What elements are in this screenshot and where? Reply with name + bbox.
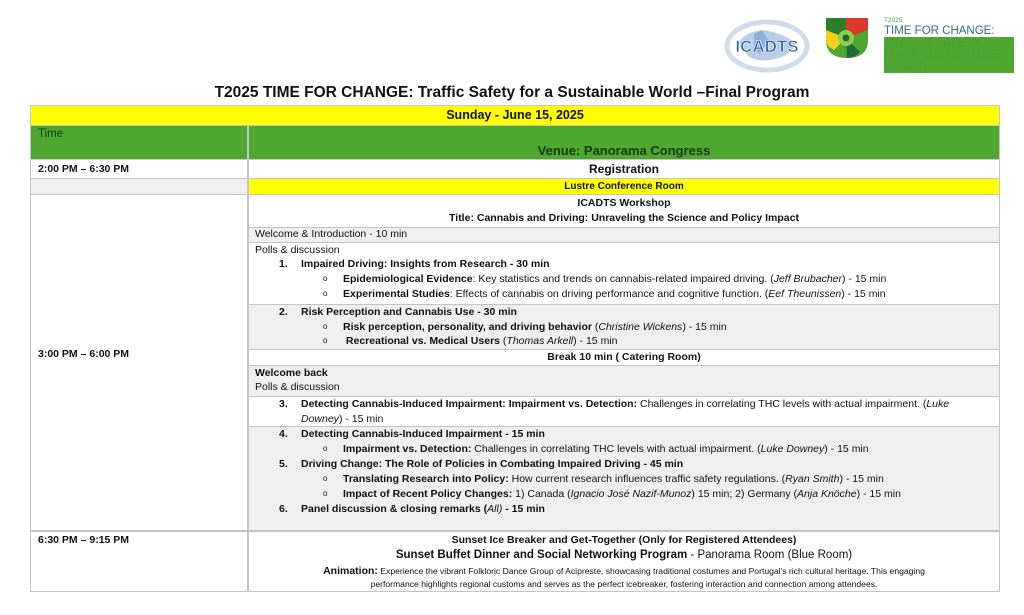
welcome-intro-cell [249, 227, 999, 243]
dinner-venue: - Panorama Room (Blue Room) [687, 549, 853, 561]
t2025-line3: FOR A SUSTAINABLE [884, 49, 1014, 61]
speaker-name: Luke [926, 398, 950, 410]
bullet-icon: o [323, 274, 328, 283]
sub-bold: Recreational vs. Medical Users [343, 335, 500, 347]
item3-end: ) - 15 min [338, 413, 384, 425]
welcome-back-cell [249, 365, 999, 397]
sub-text: How current research influences traffic safety regulations. ( [508, 473, 786, 485]
item6-bold: Panel discussion & closing remarks ( [301, 503, 488, 515]
bullet-icon: o [323, 444, 328, 453]
time-header-label: Time [38, 128, 64, 140]
sub-mid: ) 15 min; 2) Germany ( [691, 488, 798, 500]
registration-label: Registration [588, 162, 659, 176]
bullet-icon: o [323, 289, 328, 298]
sub-bold: Impairment vs. Detection: [343, 443, 472, 455]
evening-time-cell [31, 532, 249, 592]
sub-end: ) - 15 min [841, 288, 886, 300]
item6-number: 6. [279, 503, 288, 515]
sub-bold: Impact of Recent Policy Changes: [343, 488, 513, 500]
item1-cell [249, 242, 999, 305]
room-cell [249, 179, 999, 194]
speaker-name: Ryan Smith [785, 473, 840, 485]
item4-number: 4. [279, 428, 288, 440]
bullet-icon: o [323, 322, 328, 331]
item6-end: - 15 min [502, 503, 545, 515]
item1-sub1 [323, 273, 886, 285]
t2025-logo-mark [824, 16, 870, 60]
item3-text: Challenges in correlating THC levels with actual impairment. ( [637, 398, 927, 410]
page-title: T2025 TIME FOR CHANGE: Traffic Safety for a Sustainable World –Final Program [214, 84, 810, 101]
evening-time: 6:30 PM – 9:15 PM [38, 534, 130, 546]
sub-bold: Translating Research into Policy: [343, 473, 509, 485]
item2-sub1 [323, 321, 727, 333]
registration-time: 2:00 PM – 6:30 PM [38, 163, 130, 175]
time-header-cell [31, 126, 249, 159]
sub-text: : Key statistics and trends on cannabis-related impaired driving. ( [472, 273, 774, 285]
welcome-intro: Welcome & Introduction - 10 min [255, 228, 408, 240]
workshop-header-cell [249, 195, 999, 227]
items-4-6-cell [249, 426, 999, 530]
item3-line2 [301, 413, 383, 425]
welcome-back: Welcome back [255, 367, 328, 379]
bullet-icon: o [323, 336, 328, 345]
header-row [31, 125, 999, 159]
item2-title-text: Risk Perception and Cannabis Use - 30 min [301, 306, 517, 318]
item2-sub2 [323, 335, 617, 347]
item5-sub1 [323, 473, 884, 485]
speaker-name: Thomas Arkell [506, 335, 574, 347]
t2025-shield-icon [824, 16, 870, 60]
animation-label: Animation: [323, 565, 378, 577]
sub-text: ( [591, 321, 599, 333]
t2025-line2: TRAFFIC SAFETY [884, 37, 1014, 49]
sub-end: ) - 15 min [682, 321, 727, 333]
date-label: Sunday - June 15, 2025 [446, 108, 584, 122]
break-label: Break 10 min ( Catering Room) [547, 351, 701, 363]
break-cell [249, 349, 999, 366]
item4-title-text: Detecting Cannabis-Induced Impairment - 15 min [301, 428, 545, 440]
sub-end: ) - 15 min [839, 473, 884, 485]
t2025-logo-text [884, 17, 1014, 73]
speaker-name: Ignacio José Nazif-Munoz [570, 488, 692, 500]
sub-end: ) - 15 min [824, 443, 869, 455]
item1-number: 1. [279, 258, 288, 270]
program-table [30, 105, 1000, 592]
item1-title-text: Impaired Driving: Insights from Research - 30 min [301, 258, 550, 270]
animation-line1 [249, 565, 999, 577]
sub-bold: Risk perception, personality, and driving behavior [343, 321, 592, 333]
animation-line2: performance highlights regional customs and serves as the perfect icebreaker, fostering interaction and connection among attendees. [370, 579, 878, 589]
evening-row [31, 530, 999, 592]
bullet-icon: o [323, 474, 328, 483]
polls-label-2: Polls & discussion [255, 381, 340, 393]
item5-sub2 [323, 488, 901, 500]
sub-end: ) - 15 min [842, 273, 887, 285]
bullet-icon: o [323, 489, 328, 498]
item3-cell [249, 396, 999, 428]
item1-title [279, 258, 550, 270]
sub-bold: Epidemiological Evidence [343, 273, 473, 285]
item4-sub [323, 443, 869, 455]
icadts-globe-icon [718, 14, 816, 74]
speaker-name: Downey [301, 413, 339, 425]
workshop-name: ICADTS Workshop [577, 197, 671, 209]
registration-row [31, 159, 999, 178]
item3-number: 3. [279, 398, 288, 410]
speaker-name: Christine Wickens [598, 321, 683, 333]
icadts-logo-text: ICADTS [735, 37, 799, 56]
item1-sub2 [323, 288, 886, 300]
speaker-name: Jeff Brubacher [773, 273, 842, 285]
speaker-name: All) [487, 503, 503, 515]
sub-text: ( [500, 335, 507, 347]
item3-bold: Detecting Cannabis-Induced Impairment: Impairment vs. Detection: [301, 398, 638, 410]
room-row [31, 178, 999, 194]
venue-header-cell [249, 126, 999, 159]
sub-end: ) - 15 min [573, 335, 618, 347]
speaker-name: Luke Downey [760, 443, 825, 455]
item6-title [279, 503, 545, 515]
dinner-bold: Sunset Buffet Dinner and Social Networking Program [395, 549, 688, 561]
sub-bold: Experimental Studies [343, 288, 450, 300]
venue-label: Venue: Panorama Congress [537, 143, 711, 158]
sub-end: ) - 15 min [856, 488, 901, 500]
workshop-time: 3:00 PM – 6:00 PM [38, 348, 130, 360]
room-label: Lustre Conference Room [564, 181, 684, 192]
t2025-line4: WORLD [884, 61, 1014, 73]
sub-text: 1) Canada ( [512, 488, 571, 500]
item2-cell [249, 304, 999, 350]
registration-time-cell [31, 160, 249, 178]
polls-label: Polls & discussion [255, 244, 340, 256]
workshop-title: Title: Cannabis and Driving: Unraveling the Science and Policy Impact [449, 212, 799, 224]
dinner-line [249, 549, 999, 561]
icadts-logo [718, 14, 816, 74]
sub-text: : Effects of cannabis on driving performance and cognitive function. ( [449, 288, 769, 300]
item2-number: 2. [279, 306, 288, 318]
item3-line1 [279, 398, 949, 410]
speaker-name: Eef Theunissen [768, 288, 842, 300]
item4-title [279, 428, 545, 440]
speaker-name: Anja Knöche [797, 488, 857, 500]
date-row [31, 106, 999, 125]
items-4-6-row [31, 426, 999, 530]
icebreaker-label: Sunset Ice Breaker and Get-Together (Only for Registered Attendees) [451, 534, 797, 546]
t2025-line1: TIME FOR CHANGE: [884, 25, 995, 37]
registration-cell [249, 160, 999, 178]
item5-title [279, 458, 683, 470]
animation-text-1: Experience the vibrant Folkloric Dance Group of Acipreste, showcasing traditional costumes and Portugal's rich cultural heritage. This engaging [377, 566, 925, 576]
item2-title [279, 306, 517, 318]
item5-title-text: Driving Change: The Role of Policies in Combating Impaired Driving - 45 min [301, 458, 684, 470]
t2025-small-label: T2025 [884, 17, 903, 24]
item5-number: 5. [279, 458, 288, 470]
room-time-cell [31, 179, 249, 194]
sub-text: Challenges in correlating THC levels with actual impairment. ( [471, 443, 761, 455]
evening-cell [249, 532, 999, 592]
